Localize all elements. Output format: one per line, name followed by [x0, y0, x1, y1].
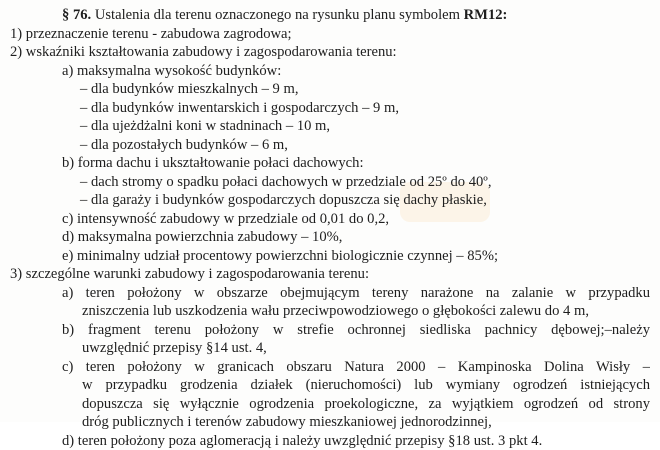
- point-2a-item: – dla budynków inwentarskich i gospodarczych – 9 m,: [10, 99, 650, 118]
- point-3c: c) teren położony w granicach obszaru Natura 2000 – Kampinoska Dolina Wisły –: [10, 358, 650, 377]
- section-symbol: RM12:: [464, 7, 508, 23]
- point-3c-continuation: w przypadku grodzenia działek (nieruchomości) lub wymiany ogrodzeń istniejących: [10, 376, 650, 395]
- point-2: 2) wskaźniki kształtowania zabudowy i zagospodarowania terenu:: [10, 43, 650, 62]
- point-2a-item: – dla budynków mieszkalnych – 9 m,: [10, 80, 650, 99]
- point-2d: d) maksymalna powierzchnia zabudowy – 10%,: [10, 228, 650, 247]
- point-2b-item: – dach stromy o spadku połaci dachowych w przedziale od 25º do 40º,: [10, 173, 650, 192]
- point-3a-continuation: zniszczenia lub uszkodzenia wału przeciwpowodziowego o głębokości zalewu do 4 m,: [10, 302, 650, 321]
- point-2c: c) intensywność zabudowy w przedziale od 0,01 do 0,2,: [10, 210, 650, 229]
- point-2a: a) maksymalna wysokość budynków:: [10, 62, 650, 81]
- section-number: § 76.: [62, 7, 91, 23]
- point-2b: b) forma dachu i ukształtowanie połaci dachowych:: [10, 154, 650, 173]
- point-3c-continuation: dróg publicznych i terenów zabudowy mieszkaniowej jednorodzinnej,: [10, 413, 650, 432]
- document-text: [10, 6, 650, 450]
- point-2e: e) minimalny udział procentowy powierzchni biologicznie czynnej – 85%;: [10, 247, 650, 266]
- point-2a-item: – dla pozostałych budynków – 6 m,: [10, 136, 650, 155]
- point-2b-item: – dla garaży i budynków gospodarczych dopuszcza się dachy płaskie,: [10, 191, 650, 210]
- point-3d: d) teren położony poza aglomeracją i należy uwzględnić przepisy §18 ust. 3 pkt 4.: [10, 432, 650, 450]
- point-3a: a) teren położony w obszarze obejmującym tereny narażone na zalanie w przypadku: [10, 284, 650, 303]
- point-3: 3) szczególne warunki zabudowy i zagospodarowania terenu:: [10, 265, 650, 284]
- point-3b-continuation: uwzględnić przepisy §14 ust. 4,: [10, 339, 650, 358]
- section-title: Ustalenia dla terenu oznaczonego na rysunku planu symbolem: [91, 7, 463, 23]
- point-2a-item: – dla ujeżdżalni koni w stadninach – 10 m,: [10, 117, 650, 136]
- point-3b: b) fragment terenu położony w strefie ochronnej siedliska pachnicy dębowej;–należy: [10, 321, 650, 340]
- point-1: 1) przeznaczenie terenu - zabudowa zagrodowa;: [10, 25, 650, 44]
- point-3c-continuation: dopuszcza się wyłącznie ogrodzenia proekologiczne, za wyjątkiem ogrodzeń od strony: [10, 395, 650, 414]
- section-heading: [10, 6, 650, 25]
